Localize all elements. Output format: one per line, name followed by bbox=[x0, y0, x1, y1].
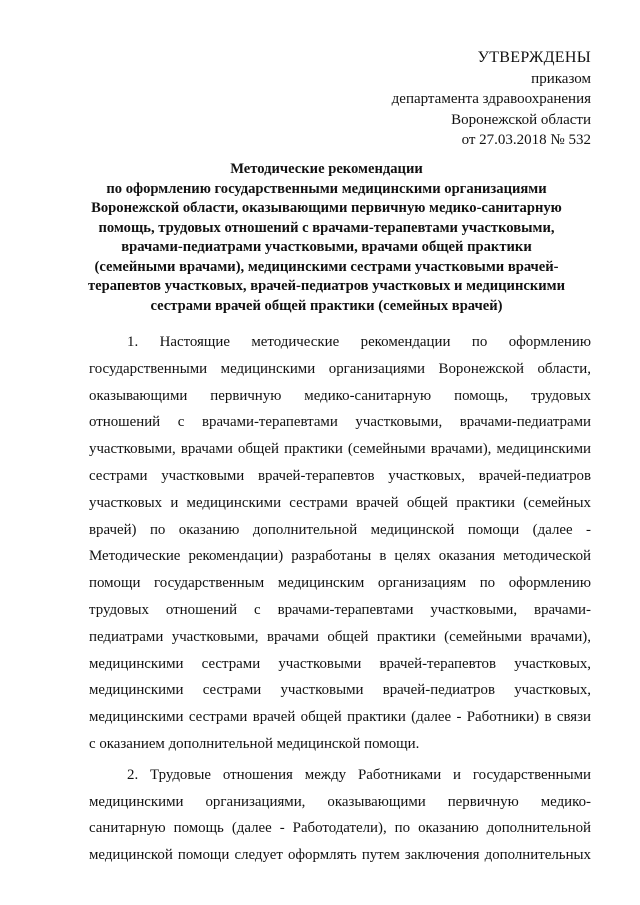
approval-line-order: приказом bbox=[531, 70, 591, 87]
paragraph-1 bbox=[89, 329, 591, 758]
paragraph-2 bbox=[89, 762, 591, 869]
paragraph-line: медицинскими сестрами участковыми врачей-педиатров участковых, bbox=[89, 682, 591, 699]
paragraph-line: участковыми, врачами общей практики (семейными врачами), медицинскими bbox=[89, 441, 591, 458]
title-line: сестрами врачей общей практики (семейных врачей) bbox=[150, 297, 503, 314]
paragraph-line: сестрами участковыми врачей-терапевтов участковых, врачей-педиатров bbox=[89, 467, 591, 484]
paragraph-line: медицинскими сестрами врачей общей практики (далее - Работники) в связи bbox=[89, 709, 591, 726]
paragraph-line: помощи государственным медицинским организациям по оформлению bbox=[89, 575, 591, 592]
approval-line-region: Воронежской области bbox=[451, 111, 591, 128]
paragraph-line: оказывающими первичную медико-санитарную помощь, трудовых bbox=[89, 387, 591, 404]
title-line: по оформлению государственными медицинскими организациями bbox=[106, 180, 547, 197]
paragraph-line: санитарную помощь (далее - Работодатели), по оказанию дополнительной bbox=[89, 820, 591, 837]
paragraph-line: 1. Настоящие методические рекомендации по оформлению bbox=[127, 334, 591, 350]
paragraph-line: медицинской помощи следует оформлять путем заключения дополнительных bbox=[89, 847, 591, 864]
document-title bbox=[60, 160, 593, 316]
document-body bbox=[89, 329, 591, 869]
title-line: (семейными врачами), медицинскими сестрами участковыми врачей- bbox=[94, 258, 559, 275]
approval-line-department: департамента здравоохранения bbox=[391, 91, 591, 107]
paragraph-line: 2. Трудовые отношения между Работниками и государственными bbox=[127, 766, 591, 783]
title-line: Воронежской области, оказывающими первичную медико-санитарную bbox=[91, 200, 562, 216]
paragraph-line: государственными медицинскими организациями Воронежской области, bbox=[89, 360, 591, 377]
title-line: помощь, трудовых отношений с врачами-терапевтами участковыми, bbox=[98, 219, 555, 236]
title-line: врачами-педиатрами участковыми, врачами общей практики bbox=[121, 239, 532, 255]
paragraph-line: медицинскими сестрами участковыми врачей-терапевтов участковых, bbox=[89, 655, 591, 672]
paragraph-line: трудовых отношений с врачами-терапевтами участковыми, врачами- bbox=[89, 601, 591, 618]
paragraph-line: отношений с врачами-терапевтами участковыми, врачами-педиатрами bbox=[89, 414, 591, 431]
approval-line-date-number: от 27.03.2018 № 532 bbox=[461, 132, 591, 148]
paragraph-line: участковых и медицинскими сестрами врачей общей практики (семейных bbox=[89, 494, 591, 511]
approval-heading: УТВЕРЖДЕНЫ bbox=[477, 49, 591, 66]
paragraph-line: врачей) по оказанию дополнительной медицинской помощи (далее - bbox=[89, 521, 591, 538]
paragraph-line: Методические рекомендации) разработаны в целях оказания методической bbox=[89, 548, 591, 565]
title-line: терапевтов участковых, врачей-педиатров участковых и медицинскими bbox=[88, 278, 565, 294]
title-line: Методические рекомендации bbox=[230, 161, 423, 177]
paragraph-line: медицинскими организациями, оказывающими первичную медико- bbox=[89, 793, 591, 810]
paragraph-line: с оказанием дополнительной медицинской помощи. bbox=[89, 735, 420, 752]
approval-stamp-block bbox=[392, 48, 591, 151]
paragraph-line: педиатрами участковыми, врачами общей практики (семейными врачами), bbox=[89, 628, 591, 645]
